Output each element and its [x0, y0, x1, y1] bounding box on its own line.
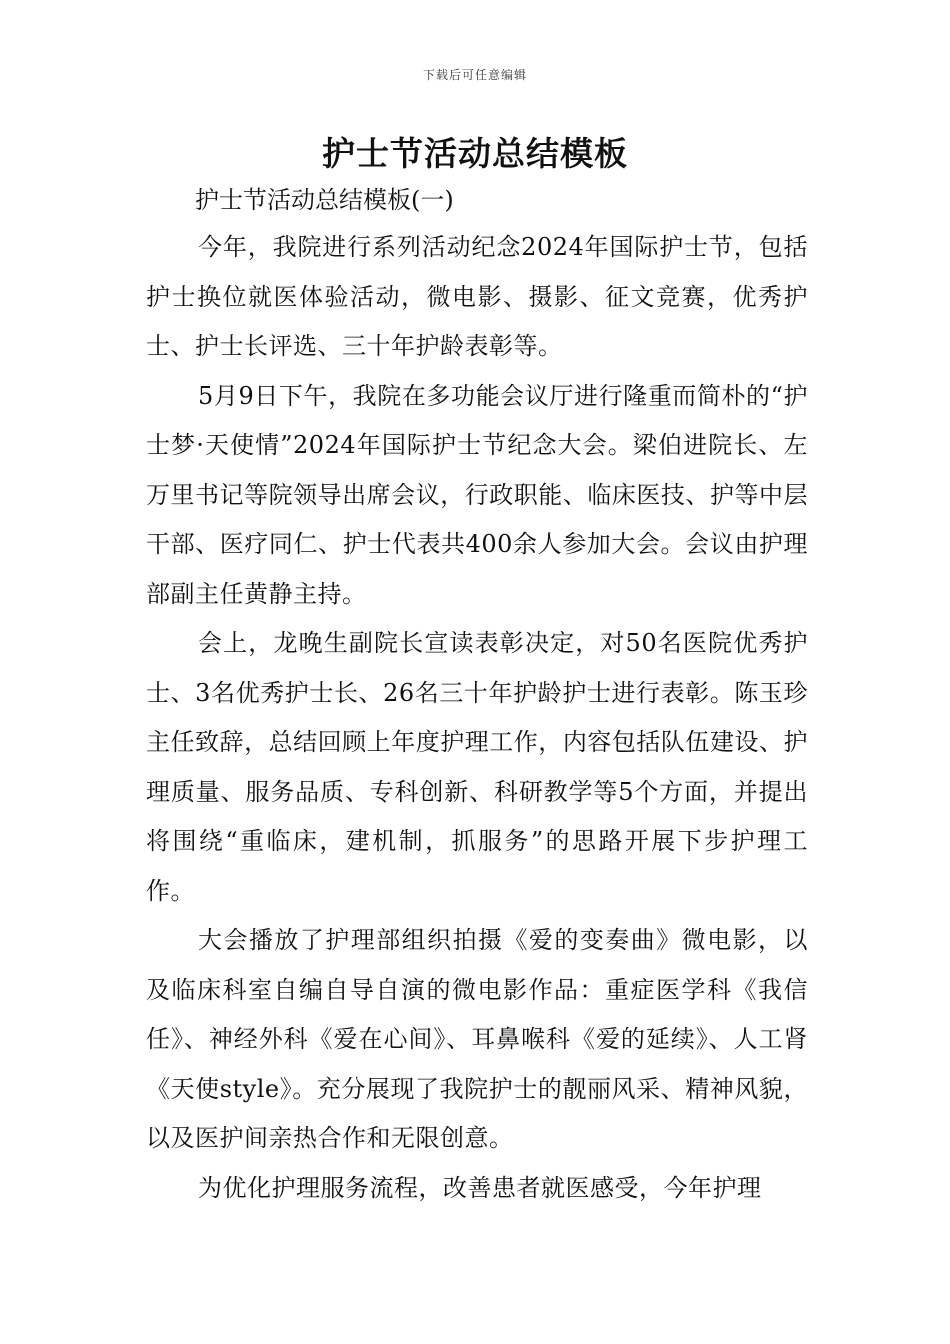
document-subtitle: 护士节活动总结模板(一)	[195, 186, 454, 214]
document-title: 护士节活动总结模板	[322, 134, 628, 173]
paragraph-3: 会上，龙晚生副院长宣读表彰决定，对50名医院优秀护士、3名优秀护士长、26名三十年护龄护士进行表彰。陈玉珍主任致辞，总结回顾上年度护理工作，内容包括队伍建设、护理质量、服务品质、专科创新、科研教学等5个方面，并提出将围绕“重临床，建机制，抓服务”的思路开展下步护理工作。	[146, 629, 808, 905]
paragraph-5: 为优化护理服务流程，改善患者就医感受，今年护理	[198, 1173, 762, 1202]
header-note: 下载后可任意编辑	[422, 68, 527, 82]
paragraph-2: 5月9日下午，我院在多功能会议厅进行隆重而简朴的“护士梦·天使情”2024年国际护士节纪念大会。梁伯进院长、左万里书记等院领导出席会议，行政职能、临床医技、护等中层干部、医疗同仁、护士代表共400余人参加大会。会议由护理部副主任黄静主持。	[146, 381, 808, 608]
paragraph-4: 大会播放了护理部组织拍摄《爱的变奏曲》微电影，以及临床科室自编自导自演的微电影作品：重症医学科《我信任》、神经外科《爱在心间》、耳鼻喉科《爱的延续》、人工肾《天使style》。充分展现了我院护士的靓丽风采、精神风貌，以及医护间亲热合作和无限创意。	[146, 926, 808, 1152]
document-body	[146, 177, 808, 1213]
paragraph-1: 今年，我院进行系列活动纪念2024年国际护士节，包括护士换位就医体验活动，微电影、摄影、征文竞赛，优秀护士、护士长评选、三十年护龄表彰等。	[146, 233, 808, 360]
